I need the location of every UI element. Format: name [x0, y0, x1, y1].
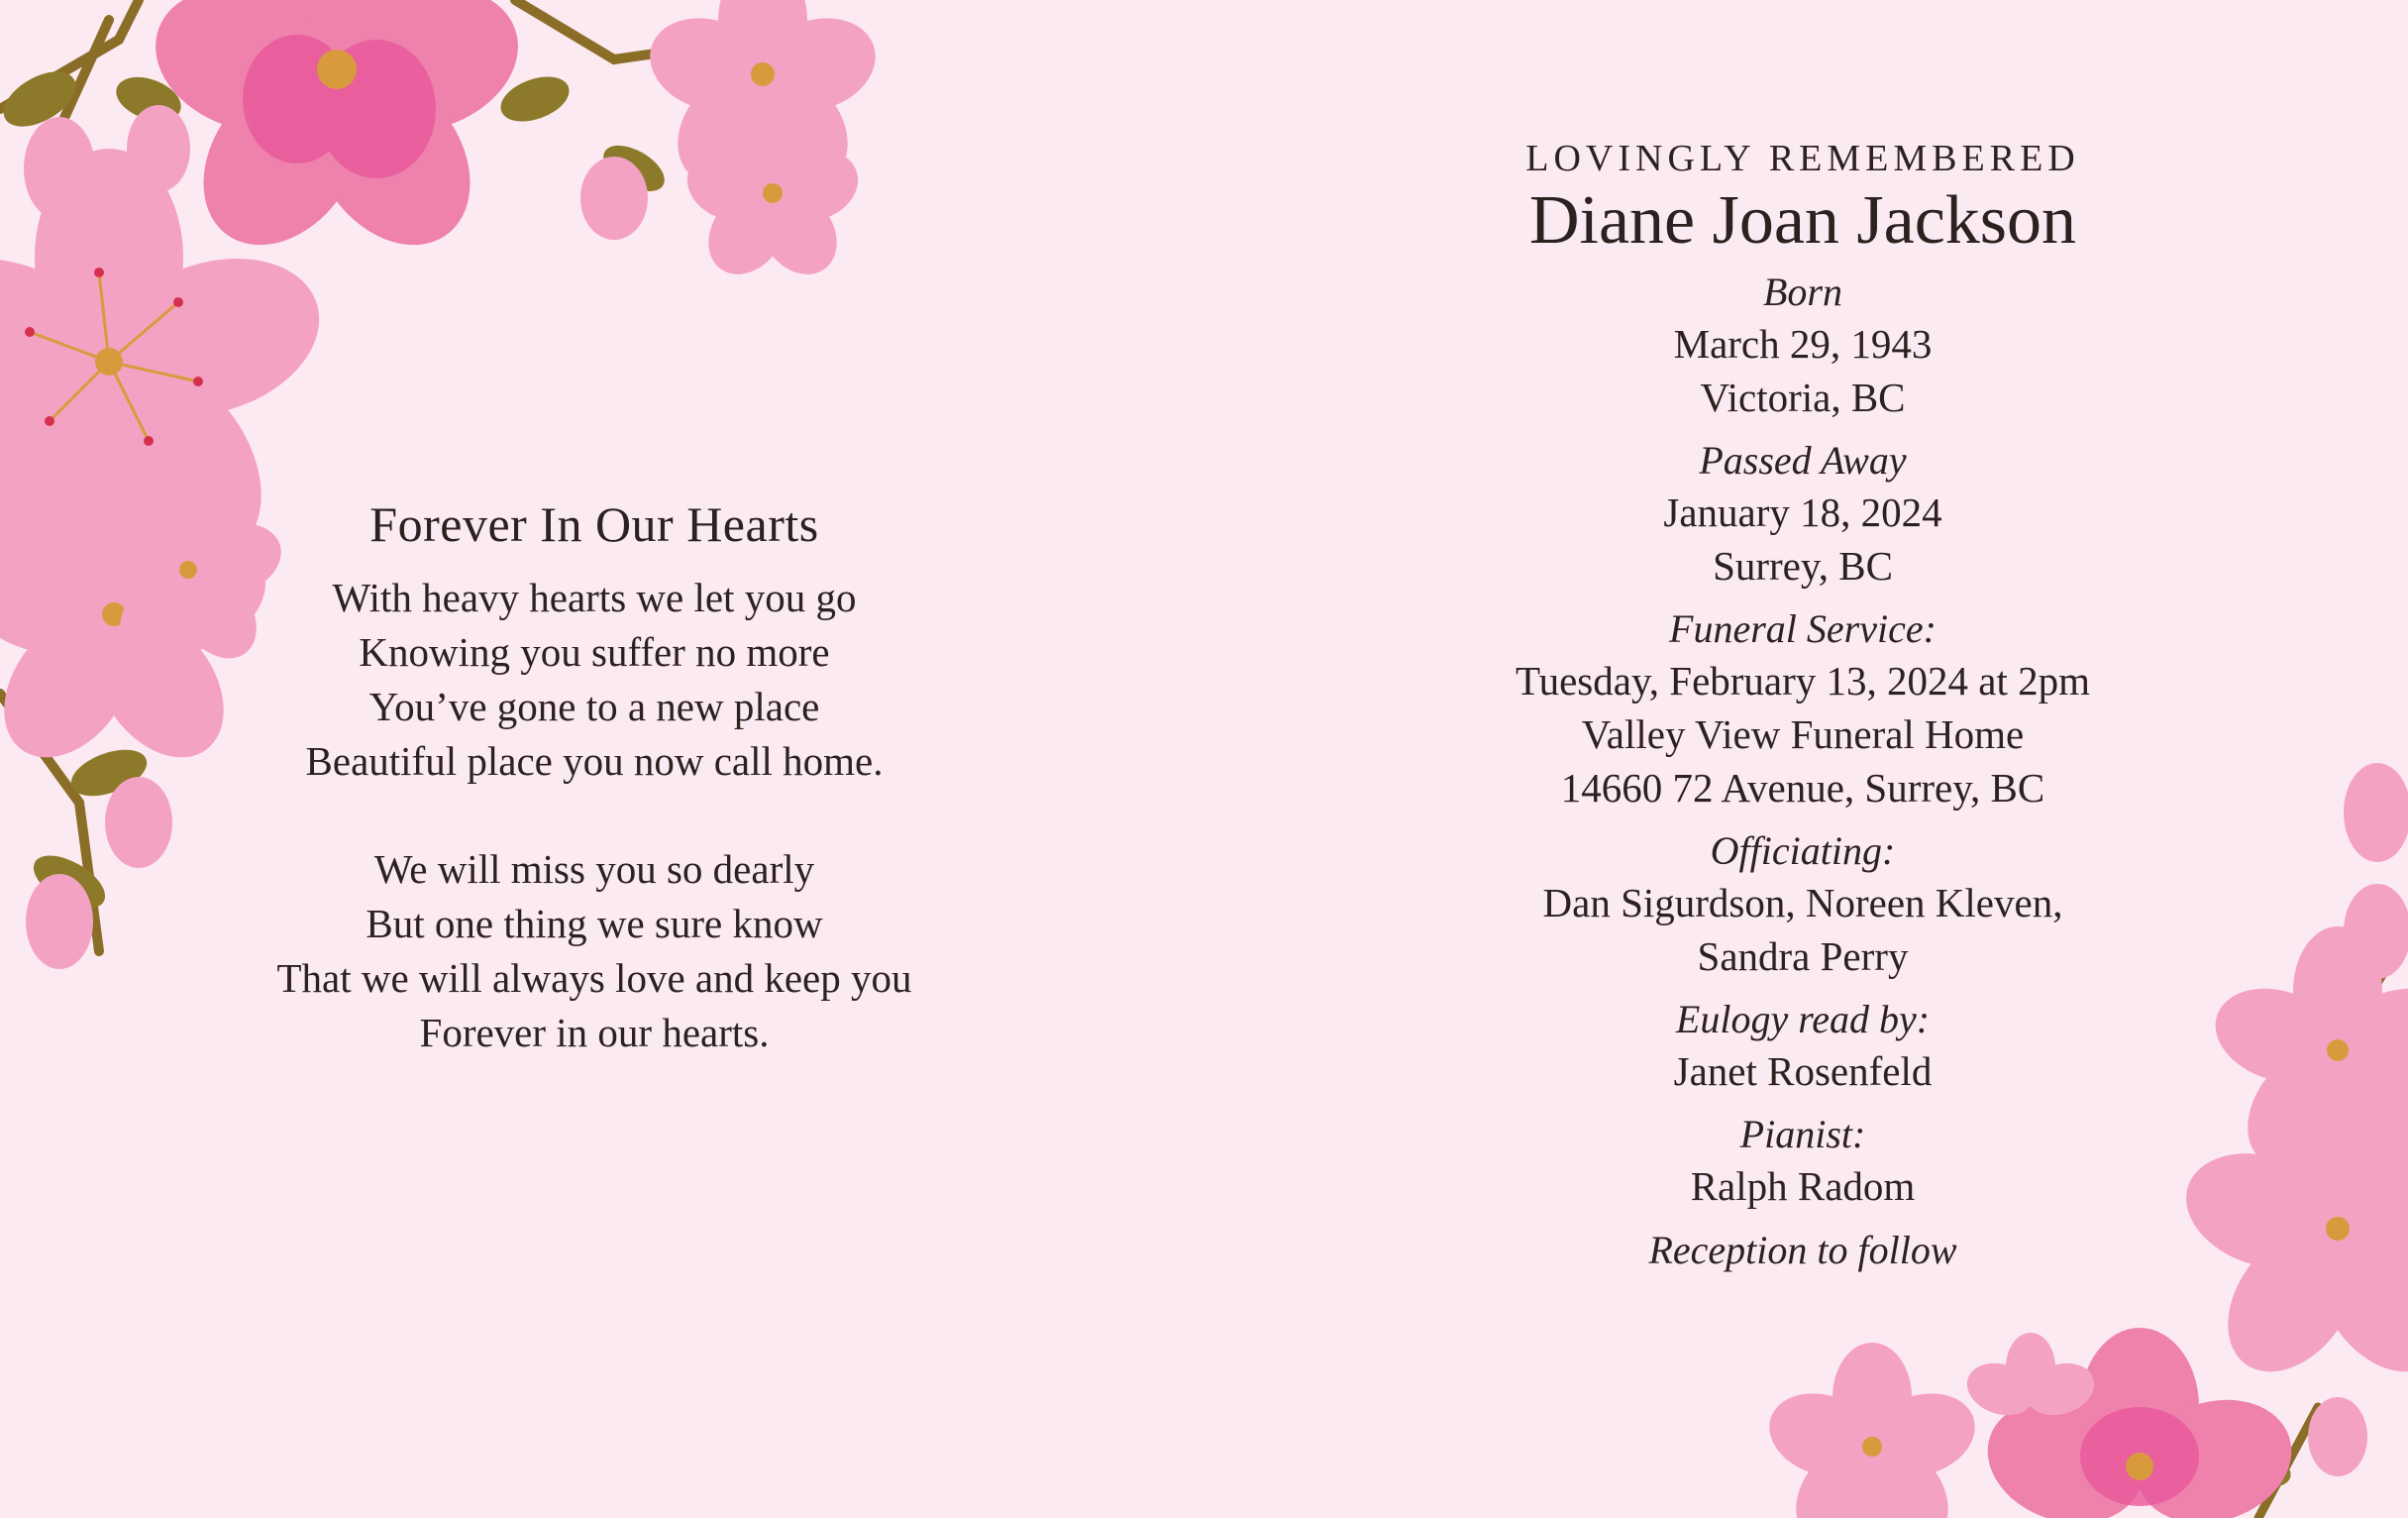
section-value: Valley View Funeral Home: [1581, 711, 2025, 757]
poem-line: You’ve gone to a new place: [368, 684, 820, 729]
section-value: Victoria, BC: [1700, 375, 1906, 420]
poem-line: That we will always love and keep you: [276, 955, 912, 1001]
memorial-kicker: LOVINGLY REMEMBERED: [1525, 138, 2080, 179]
section-label: Passed Away: [1699, 438, 1907, 483]
pianist-section: [1397, 1110, 2209, 1213]
memorial-details: [1397, 137, 2209, 1276]
section-value: Surrey, BC: [1713, 543, 1893, 589]
section-value: Dan Sigurdson, Noreen Kleven,: [1542, 880, 2063, 925]
poem-stanza-1: [149, 571, 1040, 789]
section-value: January 18, 2024: [1663, 489, 1942, 535]
deceased-name: Diane Joan Jackson: [1528, 182, 2077, 259]
eulogy-section: [1397, 995, 2209, 1098]
section-value: March 29, 1943: [1673, 321, 1933, 367]
section-label: Funeral Service:: [1669, 606, 1937, 651]
reception-note: Reception to follow: [1648, 1228, 1957, 1272]
section-value: Ralph Radom: [1690, 1163, 1916, 1209]
section-value: Sandra Perry: [1697, 933, 1909, 979]
poem-title: Forever In Our Hearts: [369, 496, 819, 552]
poem-line: But one thing we sure know: [366, 901, 823, 946]
section-value: Tuesday, February 13, 2024 at 2pm: [1515, 658, 2091, 704]
poem-line: Forever in our hearts.: [419, 1010, 770, 1055]
poem-line: Beautiful place you now call home.: [305, 738, 884, 784]
poem-line: Knowing you suffer no more: [359, 629, 830, 675]
passed-away-section: [1397, 436, 2209, 593]
officiating-section: [1397, 826, 2209, 983]
poem-stanza-2: [149, 842, 1040, 1060]
section-label: Eulogy read by:: [1675, 997, 1931, 1041]
section-label: Born: [1763, 270, 1842, 314]
poem: [149, 495, 1040, 1114]
poem-line: We will miss you so dearly: [373, 846, 815, 892]
poem-line: With heavy hearts we let you go: [332, 575, 857, 620]
section-label: Pianist:: [1739, 1112, 1866, 1156]
born-section: [1397, 268, 2209, 424]
funeral-service-section: [1397, 604, 2209, 814]
section-label: Officiating:: [1710, 828, 1896, 873]
section-value: Janet Rosenfeld: [1673, 1048, 1933, 1094]
section-value: 14660 72 Avenue, Surrey, BC: [1560, 765, 2045, 811]
